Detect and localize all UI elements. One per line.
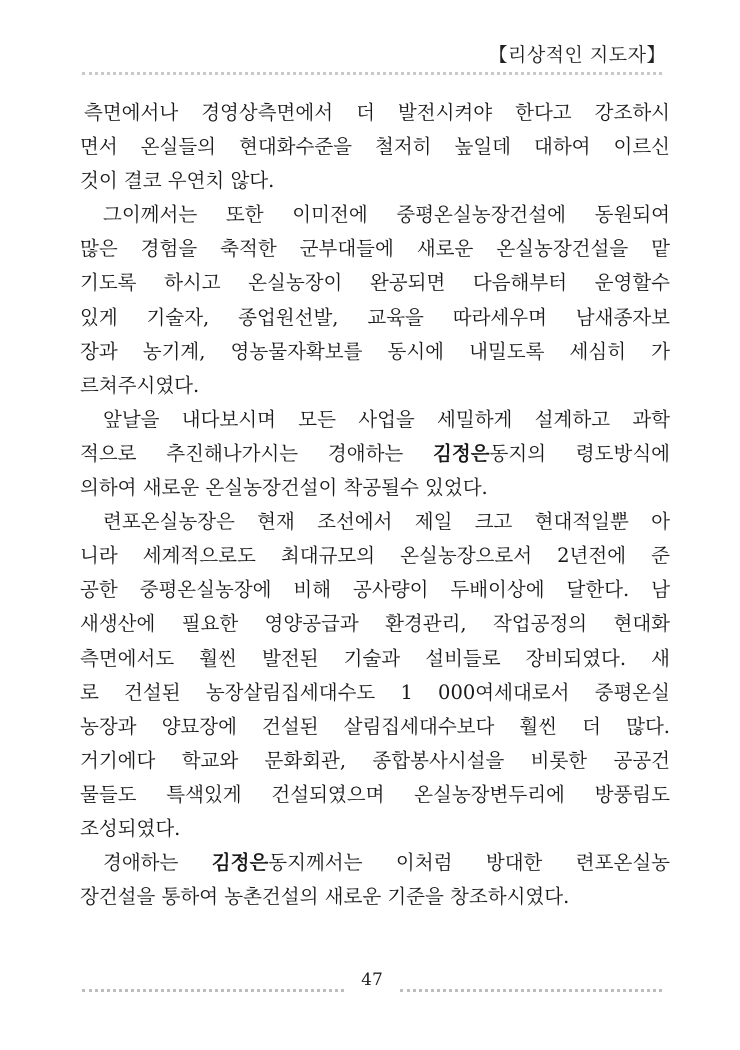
text-line: 있게 기술자, 종업원선발, 교육을 따라세우며 남새종자보 — [80, 305, 670, 329]
footer-dotted-rule — [82, 989, 344, 992]
footer-dotted-rule — [400, 989, 662, 992]
header-dotted-rule — [82, 72, 662, 75]
text-line: 측면에서나 경영상측면에서 더 발전시켜야 한다고 강조하시 — [84, 101, 670, 124]
text-line: 면서 온실들의 현대화수준을 철저히 높일데 대하여 이르신 — [80, 135, 670, 159]
page-number: 47 — [361, 970, 383, 990]
text-line: 새생산에 필요한 영양공급과 환경관리, 작업공정의 현대화 — [80, 612, 670, 636]
leader-name: 김정은 — [433, 441, 490, 465]
paragraph — [80, 403, 670, 505]
text-line: 로 건설된 농장살림집세대수도 1 000여세대로서 중평온실 — [80, 680, 670, 704]
body-text — [80, 96, 670, 914]
running-header: 【리상적인 지도자】 — [488, 44, 666, 66]
text-line: 것이 결코 우연치 않다. — [80, 169, 275, 193]
text-line: 농장과 양묘장에 건설된 살림집세대수보다 훨씬 더 많다. — [80, 714, 670, 738]
text-line: 공한 중평온실농장에 비해 공사량이 두배이상에 달한다. 남 — [80, 578, 670, 602]
paragraph — [80, 96, 670, 198]
paragraph — [80, 198, 670, 403]
text-line: 의하여 새로운 온실농장건설이 착공될수 있었다. — [80, 476, 488, 500]
text-line: 기도록 하시고 온실농장이 완공되면 다음해부터 운영할수 — [80, 271, 670, 295]
page-footer — [82, 970, 662, 994]
leader-name: 김정은 — [211, 851, 269, 875]
paragraph — [80, 505, 670, 846]
text-line: 그이께서는 또한 이미전에 중평온실농장건설에 동원되여 — [103, 203, 670, 227]
paragraph — [80, 846, 670, 914]
text-line: 르쳐주시였다. — [80, 373, 200, 397]
text-line: 장과 농기계, 영농물자확보를 동시에 내밀도록 세심히 가 — [80, 339, 670, 363]
text-line: 거기에다 학교와 문화회관, 종합봉사시설을 비롯한 공공건 — [80, 748, 670, 772]
text-line: 물들도 특색있게 건설되였으며 온실농장변두리에 방풍림도 — [80, 782, 670, 806]
text-line: 앞날을 내다보시며 모든 사업을 세밀하게 설계하고 과학 — [103, 407, 670, 431]
text-line: 경애하는 김정은동지께서는 이처럼 방대한 련포온실농 — [103, 851, 670, 875]
text-line: 조성되였다. — [80, 816, 181, 840]
text-line: 니라 세계적으로도 최대규모의 온실농장으로서 2년전에 준 — [80, 544, 670, 568]
text-line: 적으로 추진해나가시는 경애하는 김정은동지의 령도방식에 — [80, 441, 670, 465]
text-line: 장건설을 통하여 농촌건설의 새로운 기준을 창조하시였다. — [80, 885, 570, 909]
text-line: 측면에서도 훨씬 발전된 기술과 설비들로 장비되였다. 새 — [80, 646, 670, 670]
text-line: 련포온실농장은 현재 조선에서 제일 크고 현대적일뿐 아 — [103, 510, 670, 534]
text-line: 많은 경험을 축적한 군부대들에 새로운 온실농장건설을 맡 — [80, 237, 670, 261]
